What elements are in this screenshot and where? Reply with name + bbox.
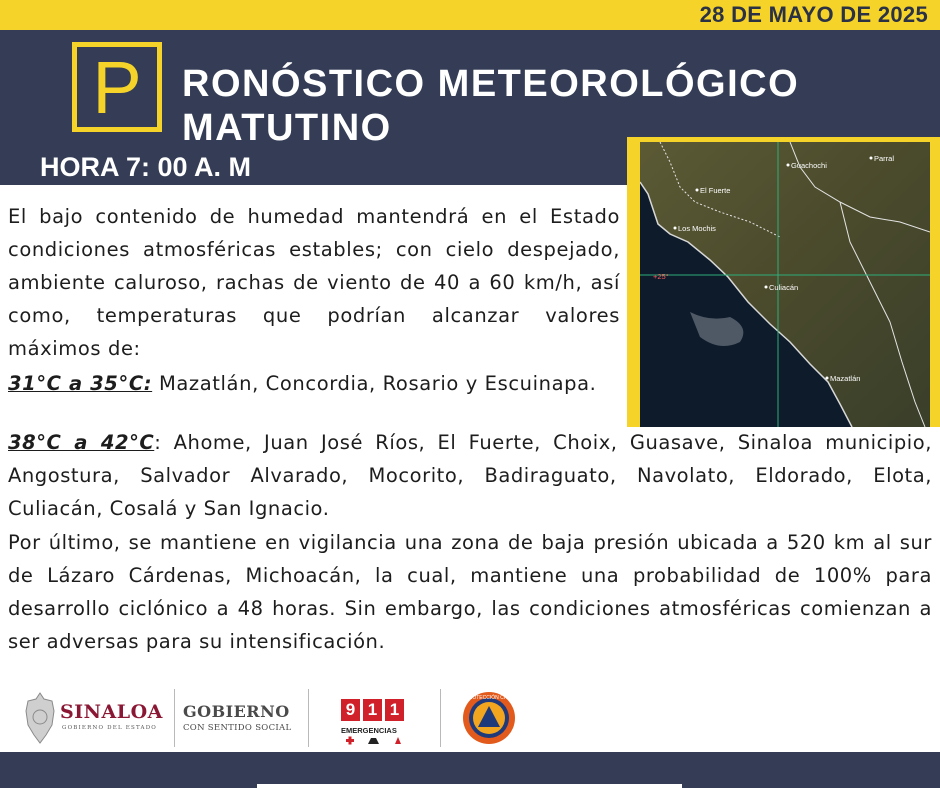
emergencias-label: EMERGENCIAS — [341, 726, 397, 735]
emergency-icons — [343, 736, 405, 746]
footer-logos — [0, 685, 940, 750]
e911-digit-1: 9 — [341, 699, 360, 721]
range2-paragraph — [8, 426, 932, 525]
logo-divider — [308, 689, 309, 747]
range2-label: 38°C a 42°C — [8, 431, 155, 454]
map-label-los-mochis: Los Mochis — [678, 224, 716, 233]
initial-letter: P — [92, 46, 142, 129]
map-label-guachochi: Guachochi — [791, 161, 827, 170]
forecast-hour: HORA 7: 00 A. M — [40, 152, 252, 182]
sinaloa-logo-subtext: GOBIERNO DEL ESTADO — [62, 725, 158, 731]
title-line-1: RONÓSTICO METEOROLÓGICO — [182, 63, 800, 105]
title-line-2: MATUTINO — [182, 107, 392, 149]
range1-paragraph — [8, 367, 620, 400]
initial-letter-box — [72, 42, 162, 132]
bottom-bar — [0, 752, 940, 788]
satellite-map-image — [640, 142, 930, 427]
logo-divider — [440, 689, 441, 747]
e911-digit-3: 1 — [385, 699, 404, 721]
range2-places: : Ahome, Juan José Ríos, El Fuerte, Choix, Guasave, Sinaloa municipio, Angostura, Salvador Alvarado, Mocorito, Badiraguato, Navolato, Eldorado, Elota, Culiacán, Cosalá y San Ignacio. — [8, 431, 932, 520]
emergencias-911-logo — [341, 699, 405, 723]
map-label-parral: Parral — [874, 154, 895, 163]
date-label: 28 DE MAYO DE 2025 — [699, 2, 928, 27]
e911-digit-2: 1 — [363, 699, 382, 721]
range1-label: 31°C a 35°C: — [8, 372, 153, 395]
range1-places: Mazatlán, Concordia, Rosario y Escuinapa. — [152, 372, 597, 395]
state-coat-of-arms-icon — [22, 691, 58, 745]
intro-paragraph: El bajo contenido de humedad mantendrá en el Estado condiciones atmosféricas estables; con cielo despejado, ambiente caluroso, rachas de viento de 40 a 60 km/h, así como, temperaturas que podrían alcanzar valores máximos de: — [8, 205, 620, 360]
gobierno-logo-subtext: CON SENTIDO SOCIAL — [183, 723, 292, 733]
map-label-mazatlan: Mazatlán — [830, 374, 861, 383]
date-bar — [0, 0, 940, 30]
gobierno-logo-text: GOBIERNO — [183, 702, 290, 721]
closing-paragraph: Por último, se mantiene en vigilancia una zona de baja presión ubicada a 520 km al sur de Lázaro Cárdenas, Michoacán, la cual, mantiene una probabilidad de 100% para desarrollo ciclónico a 48 horas. Sin embargo, las condiciones atmosféricas comienzan a ser adversas para su intensificación. — [8, 531, 932, 653]
proteccion-civil-text: PROTECCIÓN CIVIL — [465, 695, 513, 701]
proteccion-civil-logo — [462, 691, 516, 745]
map-label-el-fuerte: El Fuerte — [700, 186, 731, 195]
sinaloa-logo-text: SINALOA — [60, 701, 163, 723]
logo-divider — [174, 689, 175, 747]
bottom-accent-line — [257, 784, 682, 788]
map-label-latitude: +25° — [653, 272, 669, 281]
satellite-map — [640, 142, 930, 427]
map-label-culiacan: Culiacán — [769, 283, 799, 292]
